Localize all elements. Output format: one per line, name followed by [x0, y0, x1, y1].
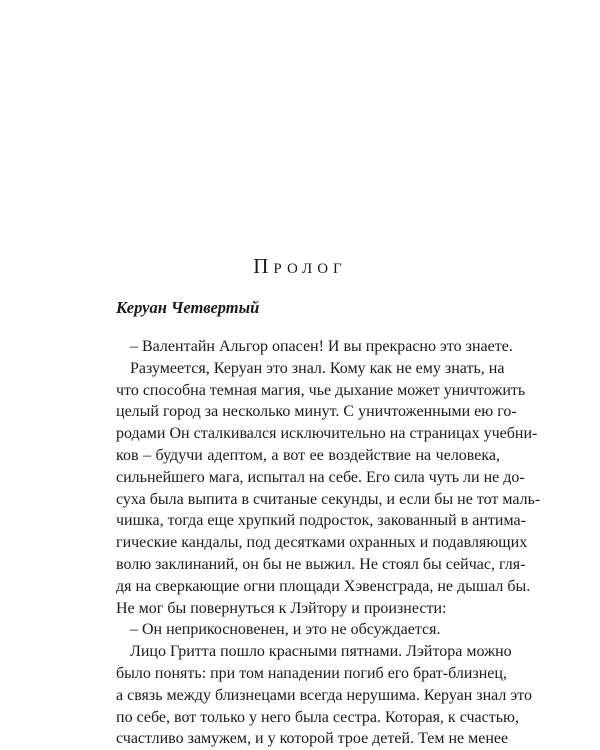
- chapter-title: Пролог: [253, 254, 347, 278]
- text-line: а связь между близнецами всегда нерушима. Керуан знал это: [116, 686, 533, 704]
- text-line: что способна темная магия, чье дыхание может уничтожить: [116, 381, 526, 399]
- text-line: было понять: при том нападении погиб его брат-близнец,: [116, 664, 507, 682]
- text-line: чишка, тогда еще хрупкий подросток, закованный в антима-: [116, 512, 526, 530]
- text-line: волю заклинаний, он бы не выжил. Не стоял бы сейчас, гля-: [116, 555, 526, 573]
- text-line: дя на сверкающие огни площади Хэвенсграда, не дышал бы.: [116, 577, 531, 595]
- text-line: – Он неприкосновенен, и это не обсуждается.: [130, 621, 441, 639]
- text-line: суха была выпита в считаные секунды, и если бы не тот маль-: [116, 490, 541, 508]
- text-line: счастливо замужем, и у которой трое детей. Тем не менее: [116, 730, 509, 748]
- text-line: Разумеется, Керуан это знал. Кому как не ему знать, на: [130, 359, 505, 377]
- text-line: ков – будучи адептом, а вот ее воздействие на человека,: [116, 446, 500, 464]
- text-line: по себе, вот только у него была сестра. Которая, к счастью,: [116, 708, 519, 726]
- text-line: сильнейшего мага, испытал на себе. Его сила чуть ли не до-: [116, 468, 525, 486]
- text-line: родами Он сталкивался исключительно на страницах учебни-: [116, 425, 538, 443]
- body-text: [116, 336, 541, 750]
- text-line: целый город за несколько минут. С уничтоженными ею го-: [116, 403, 517, 421]
- text-line: Не мог бы повернуться к Лэйтору и произнести:: [116, 599, 447, 617]
- text-line: Лицо Гритта пошло красными пятнами. Лэйтора можно: [130, 643, 512, 661]
- chapter-subtitle: Керуан Четвертый: [116, 298, 260, 317]
- text-line: – Валентайн Альгор опасен! И вы прекрасно это знаете.: [130, 338, 513, 355]
- text-line: гические кандалы, под десятками охранных и подавляющих: [116, 534, 528, 552]
